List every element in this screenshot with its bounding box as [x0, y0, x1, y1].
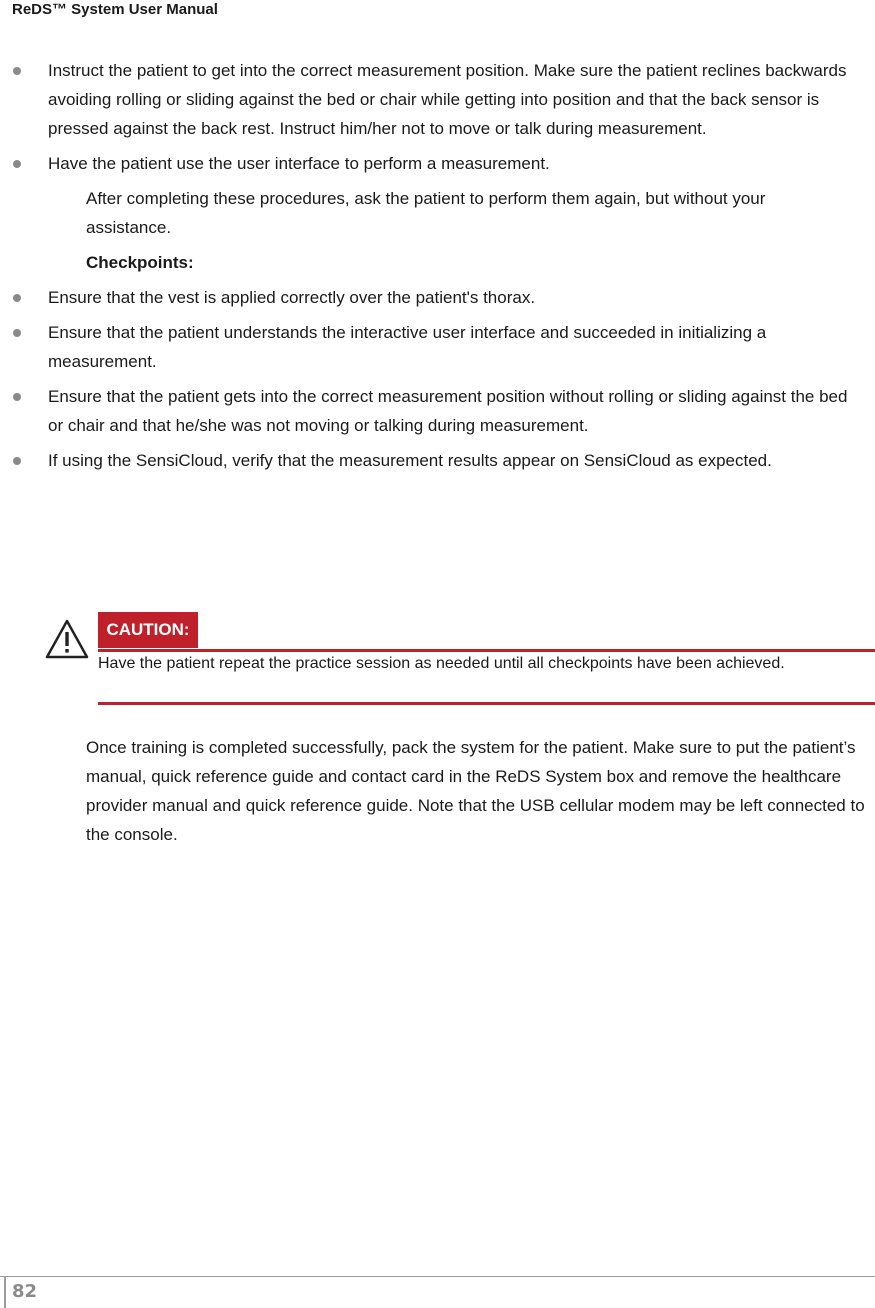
caution-text: Have the patient repeat the practice session as needed until all checkpoints have been achieved.	[98, 655, 785, 672]
steps-list	[0, 56, 875, 178]
closing-text: Once training is completed successfully, pack the system for the patient. Make sure to put the patient’s manual, quick reference guide and contact card in the ReDS System box and remove the healthcare provider manual and quick reference guide. Note that the USB cellular modem may be left connected to the console.	[86, 738, 865, 844]
after-completion-text: After completing these procedures, ask the patient to perform them again, but without your assistance.	[86, 189, 766, 237]
list-item	[0, 56, 875, 143]
list-item	[0, 446, 875, 475]
footer-bar	[4, 1277, 6, 1308]
checkpoint-text: Ensure that the patient understands the interactive user interface and succeeded in initializing a measurement.	[48, 323, 767, 371]
step-text: Have the patient use the user interface to perform a measurement.	[48, 154, 550, 173]
checkpoint-text: Ensure that the patient gets into the correct measurement position without rolling or sliding against the bed or chair and that he/she was not moving or talking during measurement.	[48, 387, 848, 435]
list-item	[0, 318, 875, 376]
step-text: Instruct the patient to get into the correct measurement position. Make sure the patient reclines backwards avoiding rolling or sliding against the bed or chair while getting into position and that the back sensor is pressed against the back rest. Instruct him/her not to move or talk during measurement.	[48, 61, 847, 138]
footer-divider	[0, 1276, 875, 1277]
checkpoint-text: If using the SensiCloud, verify that the measurement results appear on SensiCloud as expected.	[48, 451, 772, 470]
main-content	[0, 56, 875, 475]
checkpoints-list	[0, 283, 875, 475]
checkpoint-text: Ensure that the vest is applied correctly over the patient's thorax.	[48, 288, 536, 307]
caution-divider-bottom	[98, 702, 875, 705]
manual-title: ReDS™ System User Manual	[12, 1, 218, 18]
list-item	[0, 283, 875, 312]
caution-label: CAUTION:	[98, 612, 198, 648]
bullet-icon	[13, 329, 21, 337]
bullet-icon	[13, 457, 21, 465]
caution-divider-top	[98, 649, 875, 652]
page-number: 82	[12, 1281, 38, 1302]
warning-triangle-icon	[44, 618, 90, 660]
bullet-icon	[13, 393, 21, 401]
list-item	[0, 382, 875, 440]
checkpoints-heading: Checkpoints:	[86, 253, 194, 272]
bullet-icon	[13, 67, 21, 75]
caution-box	[0, 612, 875, 708]
bullet-icon	[13, 160, 21, 168]
bullet-icon	[13, 294, 21, 302]
list-item	[0, 149, 875, 178]
